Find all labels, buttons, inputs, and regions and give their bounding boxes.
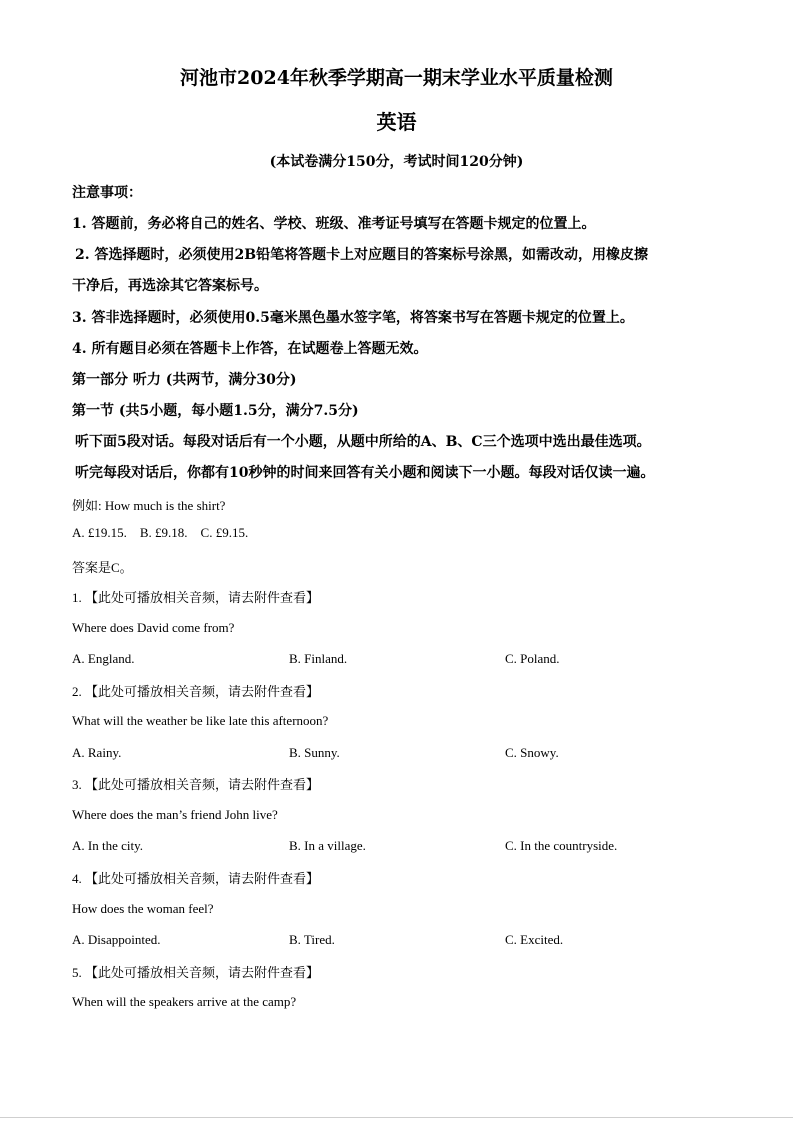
question-text: How does the woman feel? bbox=[72, 901, 214, 916]
audio-placeholder[interactable]: 5. 【此处可播放相关音频，请去附件查看】 bbox=[72, 965, 320, 980]
page-title: 河池市2024年秋季学期高一期末学业水平质量检测 bbox=[180, 67, 613, 89]
page-bottom-rule bbox=[0, 1117, 793, 1118]
question-text: Where does the man’s friend John live? bbox=[72, 807, 278, 822]
section1-heading: 第一节 (共5小题，每小题1.5分，满分7.5分) bbox=[72, 403, 359, 419]
option-b: B. In a village. bbox=[289, 838, 366, 853]
option-b: B. Sunny. bbox=[289, 745, 340, 760]
part1-heading: 第一部分 听力 (共两节，满分30分) bbox=[72, 372, 297, 388]
example-answer: 答案是C。 bbox=[72, 560, 133, 575]
example-question: 例如: How much is the shirt? bbox=[72, 498, 226, 513]
notice-item-3: 3. 答非选择题时，必须使用0.5毫米黑色墨水签字笔，将答案书写在答题卡规定的位置上。 bbox=[72, 310, 634, 326]
subject-title: 英语 bbox=[376, 110, 417, 134]
option-c: C. Excited. bbox=[505, 932, 564, 947]
question-text: What will the weather be like late this afternoon? bbox=[72, 713, 329, 728]
notice-item-4: 4. 所有题目必须在答题卡上作答，在试题卷上答题无效。 bbox=[72, 341, 428, 357]
audio-placeholder[interactable]: 4. 【此处可播放相关音频，请去附件查看】 bbox=[72, 871, 320, 886]
question-text: Where does David come from? bbox=[72, 620, 235, 635]
question-text: When will the speakers arrive at the camp? bbox=[72, 994, 297, 1009]
notice-item-2: 2. 答选择题时，必须使用2B铅笔将答题卡上对应题目的答案标号涂黑，如需改动，用橡皮擦 bbox=[75, 247, 649, 263]
option-a: A. In the city. bbox=[72, 838, 143, 853]
exam-info: (本试卷满分150分，考试时间120分钟) bbox=[269, 154, 524, 170]
instruction-line-2: 听完每段对话后，你都有10秒钟的时间来回答有关小题和阅读下一小题。每段对话仅读一遍。 bbox=[75, 465, 655, 481]
option-c: C. In the countryside. bbox=[505, 838, 618, 853]
option-b: B. Tired. bbox=[289, 932, 335, 947]
notice-item-2-cont: 干净后，再选涂其它答案标号。 bbox=[72, 278, 268, 294]
option-b: B. Finland. bbox=[289, 651, 348, 666]
option-c: C. Poland. bbox=[505, 651, 560, 666]
instruction-line-1: 听下面5段对话。每段对话后有一个小题，从题中所给的A、B、C三个选项中选出最佳选项。 bbox=[75, 434, 651, 450]
audio-placeholder[interactable]: 1. 【此处可播放相关音频，请去附件查看】 bbox=[72, 590, 320, 605]
option-a: A. Rainy. bbox=[72, 745, 122, 760]
option-a: A. Disappointed. bbox=[72, 932, 161, 947]
example-options: A. £19.15. B. £9.18. C. £9.15. bbox=[72, 525, 249, 540]
option-c: C. Snowy. bbox=[505, 745, 559, 760]
notice-heading: 注意事项： bbox=[72, 185, 142, 201]
audio-placeholder[interactable]: 2. 【此处可播放相关音频，请去附件查看】 bbox=[72, 684, 320, 699]
audio-placeholder[interactable]: 3. 【此处可播放相关音频，请去附件查看】 bbox=[72, 777, 320, 792]
option-a: A. England. bbox=[72, 651, 135, 666]
notice-item-1: 1. 答题前，务必将自己的姓名、学校、班级、准考证号填写在答题卡规定的位置上。 bbox=[72, 216, 596, 232]
